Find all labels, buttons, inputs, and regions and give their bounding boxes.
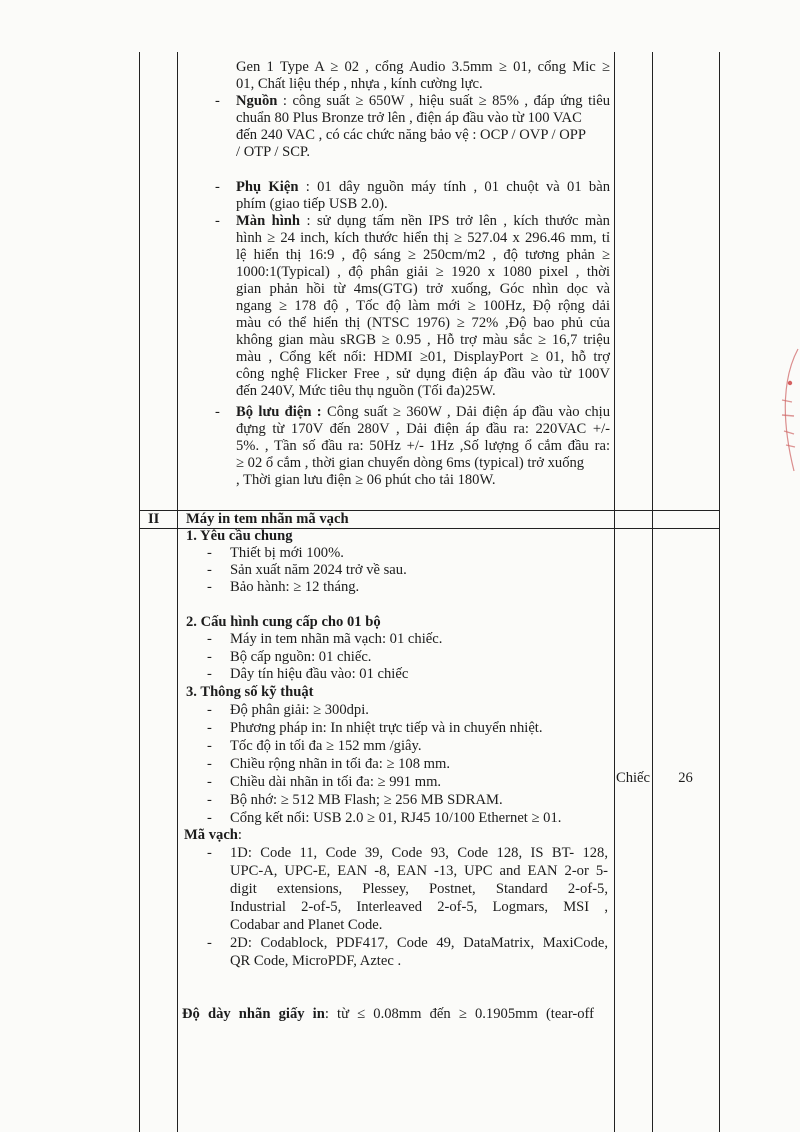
- bullet-dash: -: [207, 935, 212, 951]
- barcode-1d-line-4: Industrial 2-of-5, Interleaved 2-of-5, Logmars, MSI ,: [230, 899, 608, 915]
- monitor-line-10: công nghệ Flicker Free , sử dụng điện áp đầu vào từ 100V: [236, 366, 610, 382]
- barcode-1d-line-1: 1D: Code 11, Code 39, Code 93, Code 128, IS BT- 128,: [230, 845, 608, 861]
- ups-line-2: đựng từ 170V đến 280V , Dải điện áp đầu ra: 220VAC +/-: [236, 421, 610, 437]
- thickness-label: Độ dày nhãn giấy in: [182, 1006, 325, 1022]
- bullet-dash: -: [207, 545, 212, 561]
- section-title: Máy in tem nhãn mã vạch: [186, 511, 349, 527]
- barcode-1d-line-3: digit extensions, Plessey, Postnet, Standard 2-of-5,: [230, 881, 608, 897]
- monitor-line-8: không gian màu sRGB ≥ 0.95 , Hỗ trợ màu sắc ≥ 16,7 triệu: [236, 332, 610, 348]
- ports-line-1: Gen 1 Type A ≥ 02 , cổng Audio 3.5mm ≥ 01, cổng Mic ≥: [236, 59, 610, 75]
- table-border-left: [139, 52, 140, 1132]
- bullet-dash: -: [207, 774, 212, 790]
- config-item: Bộ cấp nguồn: 01 chiếc.: [230, 649, 372, 665]
- ups-label: Bộ lưu điện :: [236, 404, 322, 420]
- general-item: Thiết bị mới 100%.: [230, 545, 344, 561]
- table-border-right: [719, 52, 720, 1132]
- accessories-line-2: phím (giao tiếp USB 2.0).: [236, 196, 388, 212]
- table-border-num: [177, 52, 178, 1132]
- monitor-text: : sử dụng tấm nền IPS trở lên , kích thước màn: [300, 213, 610, 229]
- psu-line-1: [236, 93, 610, 110]
- stamp-fragment: [776, 345, 800, 475]
- monitor-line-3: lệ hiển thị 16:9 , độ sáng ≥ 250cm/m2 , độ tương phản ≥: [236, 247, 610, 263]
- general-item: Sản xuất năm 2024 trở về sau.: [230, 562, 407, 578]
- monitor-line-1: [236, 213, 610, 230]
- monitor-line-7: màu có thể hiển thị (NTSC 1976) ≥ 72% ,Độ bao phủ của: [236, 315, 610, 331]
- ups-text: Công suất ≥ 360W , Dải điện áp đầu vào chịu: [321, 404, 610, 420]
- bullet-dash: -: [207, 649, 212, 665]
- thickness-line: [182, 1006, 594, 1023]
- config-heading: 2. Cấu hình cung cấp cho 01 bộ: [186, 614, 381, 630]
- barcode-2d-line-1: 2D: Codablock, PDF417, Code 49, DataMatrix, MaxiCode,: [230, 935, 608, 951]
- spec-item: Bộ nhớ: ≥ 512 MB Flash; ≥ 256 MB SDRAM.: [230, 792, 503, 808]
- config-item: Máy in tem nhãn mã vạch: 01 chiếc.: [230, 631, 443, 647]
- monitor-label: Màn hình: [236, 213, 301, 229]
- section-number: II: [148, 511, 160, 527]
- bullet-dash: -: [207, 792, 212, 808]
- spec-item: Tốc độ in tối đa ≥ 152 mm /giây.: [230, 738, 422, 754]
- monitor-line-11: đến 240V, Mức tiêu thụ nguồn (Tối đa)25W.: [236, 383, 496, 399]
- barcode-1d-line-2: UPC-A, UPC-E, EAN -8, EAN -13, UPC and EAN 2-or 5-: [230, 863, 608, 879]
- psu-line-2: chuẩn 80 Plus Bronze trở lên , điện áp đầu vào từ 100 VAC: [236, 110, 582, 126]
- table-border-unit: [652, 52, 653, 1132]
- barcode-1d-line-5: Codabar and Planet Code.: [230, 917, 383, 933]
- accessories-label: Phụ Kiện: [236, 179, 299, 195]
- ports-line-2: 01, Chất liệu thép , nhựa , kính cường lực.: [236, 76, 483, 92]
- table-border-desc: [614, 52, 615, 1132]
- bullet-dash: -: [215, 404, 220, 420]
- monitor-line-6: ngang ≥ 178 độ , Tốc độ làm mới ≥ 100Hz, Độ rộng dải: [236, 298, 610, 314]
- psu-label: Nguồn: [236, 93, 278, 109]
- barcode-heading: Mã vạch: [184, 827, 238, 843]
- bullet-dash: -: [207, 720, 212, 736]
- ups-line-3: 5%. , Tần số đầu ra: 50Hz +/- 1Hz ,Số lượng ổ cắm đầu ra:: [236, 438, 610, 454]
- quantity-cell: 26: [678, 770, 693, 786]
- bullet-dash: -: [207, 631, 212, 647]
- bullet-dash: -: [215, 179, 220, 195]
- accessories-text: : 01 dây nguồn máy tính , 01 chuột và 01 bàn: [298, 179, 610, 195]
- psu-text: : công suất ≥ 650W , hiệu suất ≥ 85% , đáp ứng tiêu: [277, 93, 610, 109]
- ups-line-5: , Thời gian lưu điện ≥ 06 phút cho tải 180W.: [236, 472, 496, 488]
- monitor-line-9: màu , Cổng kết nối: HDMI ≥01, DisplayPort ≥ 01, hỗ trợ: [236, 349, 610, 365]
- spec-item: Chiều rộng nhãn in tối đa: ≥ 108 mm.: [230, 756, 451, 772]
- bullet-dash: -: [207, 579, 212, 595]
- spec-item: Phương pháp in: In nhiệt trực tiếp và in chuyển nhiệt.: [230, 720, 543, 736]
- ups-line-1: [236, 404, 610, 421]
- barcode-2d-line-2: QR Code, MicroPDF, Aztec .: [230, 953, 402, 969]
- bullet-dash: -: [207, 810, 212, 826]
- bullet-dash: -: [215, 213, 220, 229]
- bullet-dash: -: [207, 845, 212, 861]
- psu-line-3: đến 240 VAC , có các chức năng bảo vệ : OCP / OVP / OPP: [236, 127, 587, 143]
- spec-item: Độ phân giải: ≥ 300dpi.: [230, 702, 369, 718]
- spec-item: Chiều dài nhãn in tối đa: ≥ 991 mm.: [230, 774, 442, 790]
- psu-line-4: / OTP / SCP.: [236, 144, 311, 160]
- general-item: Bảo hành: ≥ 12 tháng.: [230, 579, 360, 595]
- bullet-dash: -: [207, 756, 212, 772]
- bullet-dash: -: [207, 666, 212, 682]
- specs-heading: 3. Thông số kỹ thuật: [186, 684, 314, 700]
- spec-item: Cổng kết nối: USB 2.0 ≥ 01, RJ45 10/100 Ethernet ≥ 01.: [230, 810, 562, 826]
- bullet-dash: -: [207, 702, 212, 718]
- monitor-line-2: hình ≥ 24 inch, kích thước hiển thị ≥ 527.04 x 296.46 mm, tỉ: [236, 230, 610, 246]
- monitor-line-4: 1000:1(Typical) , độ phân giải ≥ 1920 x 1080 pixel , thời: [236, 264, 610, 280]
- bullet-dash: -: [207, 562, 212, 578]
- bullet-dash: -: [207, 738, 212, 754]
- unit-cell: Chiếc: [615, 770, 651, 786]
- config-item: Dây tín hiệu đầu vào: 01 chiếc: [230, 666, 409, 682]
- accessories-line-1: [236, 179, 610, 196]
- thickness-text: : từ ≤ 0.08mm đến ≥ 0.1905mm (tear-off: [324, 1006, 594, 1022]
- general-heading: 1. Yêu cầu chung: [186, 528, 293, 544]
- monitor-line-5: gian phản hồi từ 4ms(GTG) trở xuống, Góc nhìn dọc và: [236, 281, 610, 297]
- barcode-colon: :: [237, 827, 242, 843]
- barcode-heading-line: [184, 827, 242, 844]
- ups-line-4: ≥ 02 ổ cắm , thời gian chuyển dòng 6ms (typical) trở xuống: [236, 455, 585, 471]
- bullet-dash: -: [215, 93, 220, 109]
